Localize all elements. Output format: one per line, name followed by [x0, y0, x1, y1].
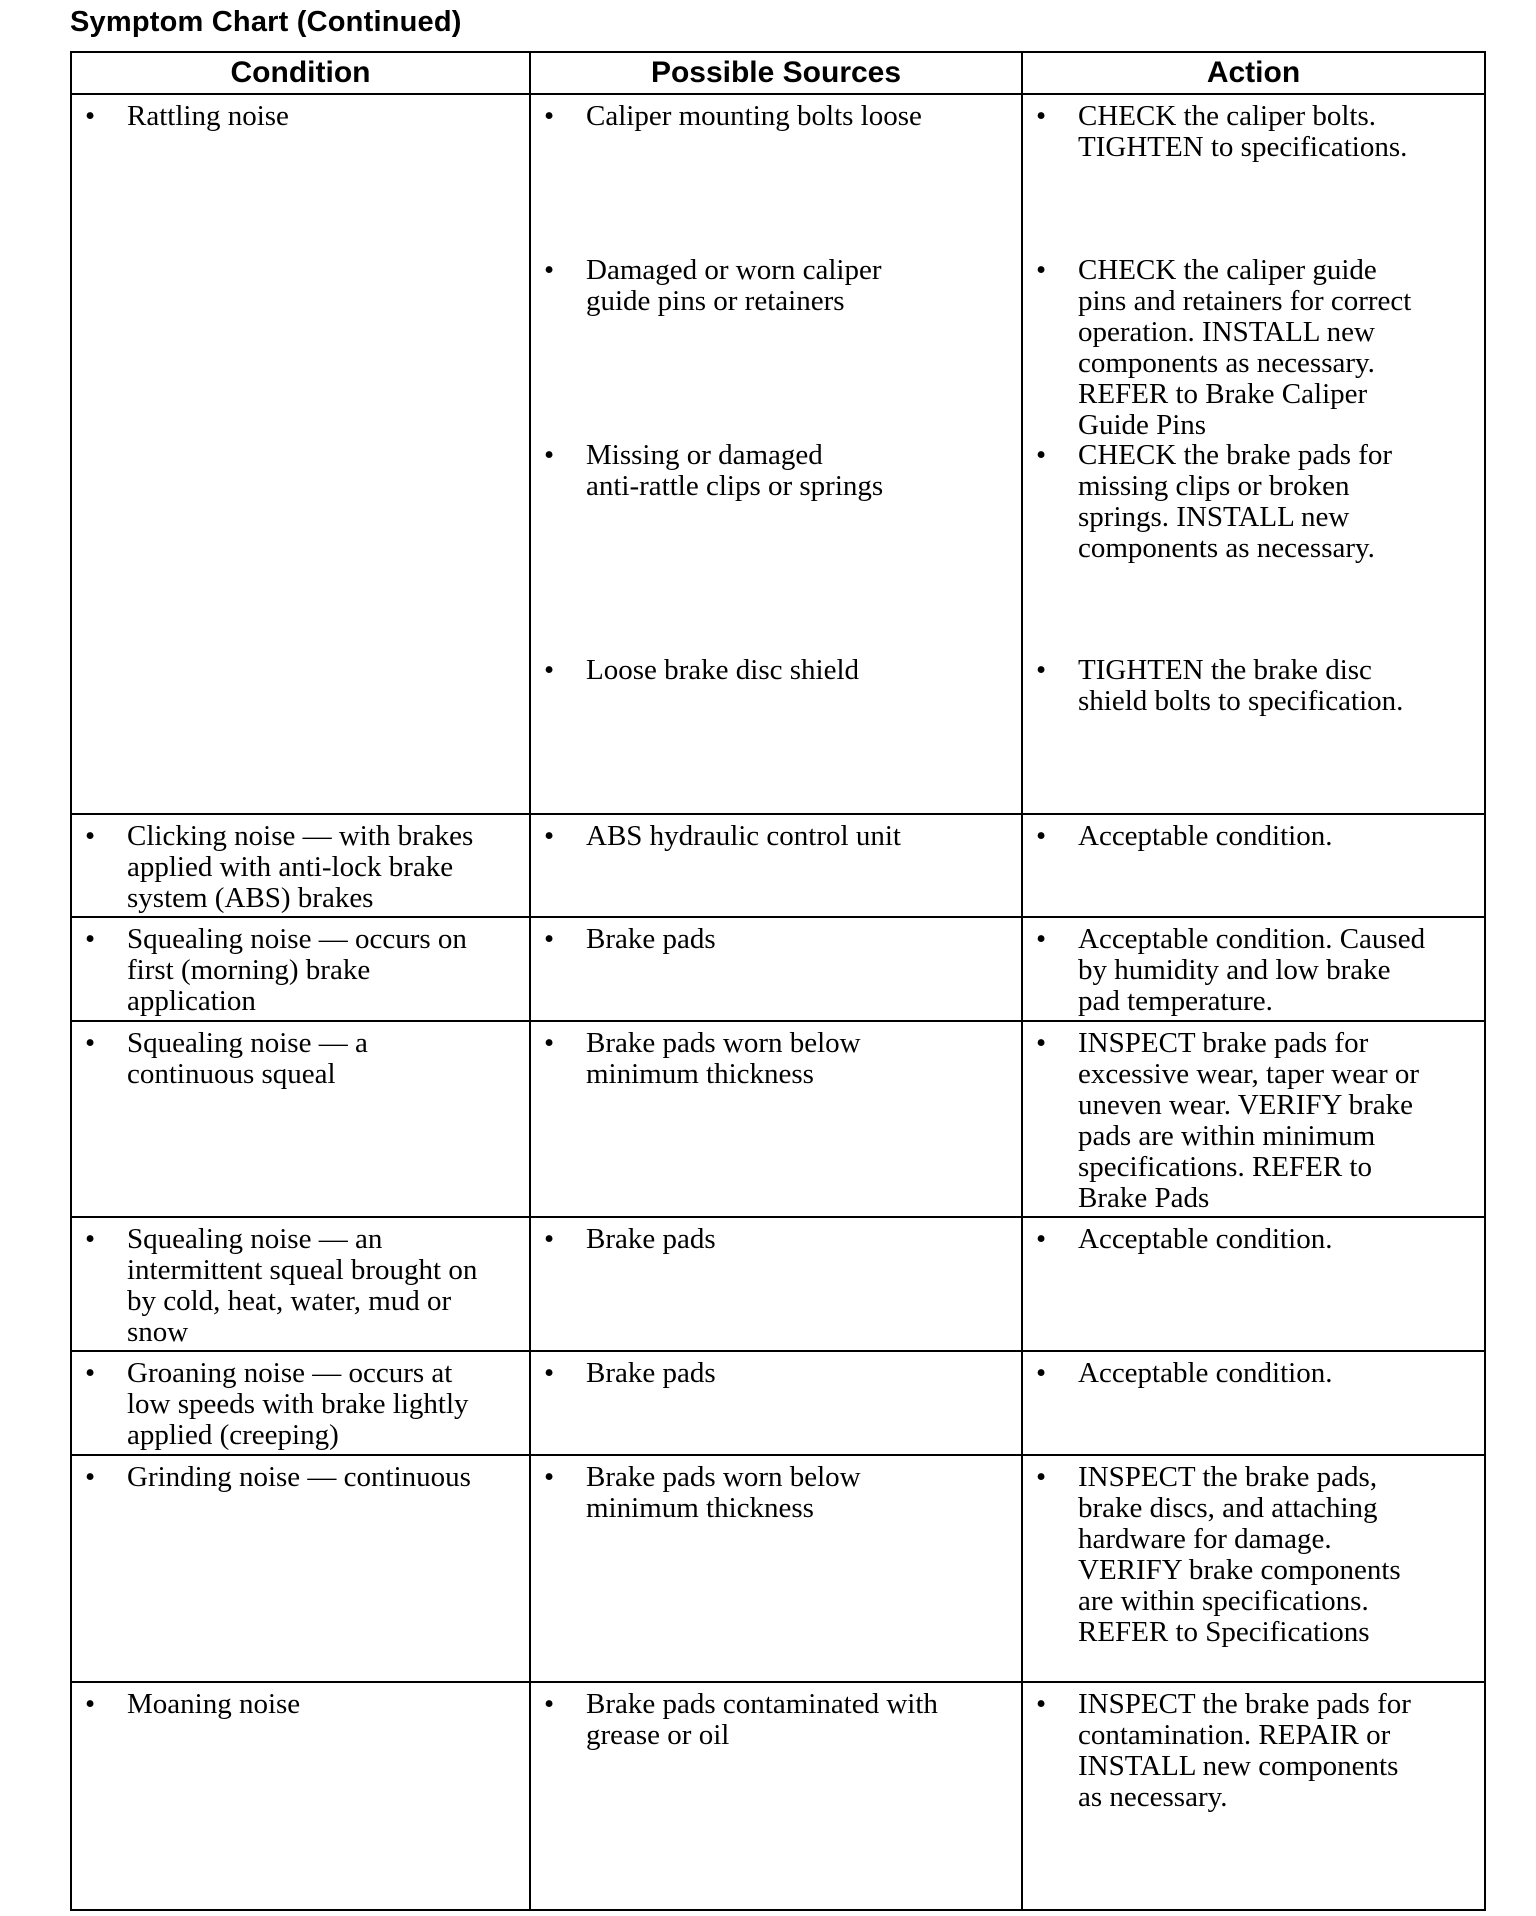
column-header-action: Action — [1022, 52, 1485, 94]
condition-cell — [71, 1021, 530, 1217]
condition-text: Clicking noise — with brakes applied with anti-lock brake system (ABS) brakes — [127, 820, 474, 914]
condition-entry — [72, 924, 529, 1017]
action-entry — [1023, 440, 1484, 564]
source-entry — [531, 1028, 1021, 1090]
table-row — [71, 94, 1485, 814]
bullet: • — [1036, 1461, 1047, 1493]
source-text: Caliper mounting bolts loose — [586, 100, 922, 132]
table-row — [71, 814, 1485, 917]
source-text: Missing or damaged anti-rattle clips or springs — [586, 439, 884, 502]
condition-text: Squealing noise — occurs on first (morning) brake application — [127, 923, 467, 1017]
table-row — [71, 917, 1485, 1021]
action-text: Acceptable condition. Caused by humidity and low brake pad temperature. — [1078, 923, 1426, 1017]
condition-entry — [72, 1224, 529, 1348]
bullet: • — [1036, 923, 1047, 955]
action-cell — [1022, 1351, 1485, 1455]
source-entry — [531, 1224, 1021, 1255]
bullet: • — [1036, 1357, 1047, 1389]
bullet: • — [544, 254, 555, 286]
action-text: INSPECT the brake pads, brake discs, and attaching hardware for damage. VERIFY brake components are within specifications. REFER to Specifications — [1078, 1461, 1401, 1648]
source-entry — [531, 255, 1021, 317]
bullet: • — [544, 923, 555, 955]
source-entry — [531, 924, 1021, 955]
possible-sources-cell — [530, 1217, 1022, 1351]
column-header-condition: Condition — [71, 52, 530, 94]
condition-entry — [72, 1358, 529, 1451]
action-cell — [1022, 917, 1485, 1021]
action-cell — [1022, 94, 1485, 814]
source-text: Brake pads worn below minimum thickness — [586, 1027, 861, 1090]
condition-cell — [71, 917, 530, 1021]
possible-sources-cell — [530, 1682, 1022, 1910]
page-title: Symptom Chart (Continued) — [70, 6, 462, 38]
possible-sources-cell — [530, 814, 1022, 917]
source-entry — [531, 655, 1021, 686]
bullet: • — [85, 923, 96, 955]
action-entry — [1023, 101, 1484, 163]
bullet: • — [544, 1027, 555, 1059]
action-cell — [1022, 1217, 1485, 1351]
bullet: • — [85, 1223, 96, 1255]
column-header-possible-sources: Possible Sources — [530, 52, 1022, 94]
bullet: • — [1036, 100, 1047, 132]
action-text: INSPECT brake pads for excessive wear, taper wear or uneven wear. VERIFY brake pads are within minimum specifications. REFER to Brake Pads — [1078, 1027, 1420, 1214]
action-text: CHECK the brake pads for missing clips or broken springs. INSTALL new components as necessary. — [1078, 439, 1393, 564]
condition-entry — [72, 1689, 529, 1720]
source-text: ABS hydraulic control unit — [586, 820, 901, 852]
bullet: • — [544, 1688, 555, 1720]
bullet: • — [544, 1357, 555, 1389]
table-header-row — [71, 52, 1485, 94]
bullet: • — [1036, 254, 1047, 286]
action-text: CHECK the caliper guide pins and retainers for correct operation. INSTALL new components as necessary. REFER to Brake Caliper Guide Pins — [1078, 254, 1412, 441]
bullet: • — [85, 1027, 96, 1059]
bullet: • — [544, 439, 555, 471]
bullet: • — [544, 1461, 555, 1493]
action-entry — [1023, 655, 1484, 717]
action-entry — [1023, 1224, 1484, 1255]
bullet: • — [1036, 820, 1047, 852]
condition-cell — [71, 94, 530, 814]
condition-text: Moaning noise — [127, 1688, 301, 1720]
source-text: Brake pads contaminated with grease or oil — [586, 1688, 938, 1751]
bullet: • — [85, 1461, 96, 1493]
condition-cell — [71, 1682, 530, 1910]
bullet: • — [85, 100, 96, 132]
bullet: • — [85, 1688, 96, 1720]
source-entry — [531, 821, 1021, 852]
source-text: Brake pads — [586, 1223, 716, 1255]
bullet: • — [1036, 1027, 1047, 1059]
action-entry — [1023, 1358, 1484, 1389]
action-cell — [1022, 814, 1485, 917]
possible-sources-cell — [530, 917, 1022, 1021]
condition-text: Groaning noise — occurs at low speeds with brake lightly applied (creeping) — [127, 1357, 469, 1451]
bullet: • — [544, 820, 555, 852]
bullet: • — [85, 820, 96, 852]
action-entry — [1023, 1462, 1484, 1648]
bullet: • — [1036, 1223, 1047, 1255]
table-row — [71, 1021, 1485, 1217]
source-entry — [531, 1462, 1021, 1524]
action-text: Acceptable condition. — [1078, 1223, 1333, 1255]
condition-cell — [71, 1455, 530, 1682]
source-entry — [531, 440, 1021, 502]
possible-sources-cell — [530, 1351, 1022, 1455]
condition-entry — [72, 821, 529, 914]
action-cell — [1022, 1682, 1485, 1910]
action-entry — [1023, 924, 1484, 1017]
source-text: Brake pads worn below minimum thickness — [586, 1461, 861, 1524]
condition-text: Rattling noise — [127, 100, 289, 132]
action-text: CHECK the caliper bolts. TIGHTEN to specifications. — [1078, 100, 1408, 163]
condition-text: Squealing noise — an intermittent squeal brought on by cold, heat, water, mud or snow — [127, 1223, 478, 1348]
source-text: Brake pads — [586, 1357, 716, 1389]
table-row — [71, 1217, 1485, 1351]
action-entry — [1023, 1028, 1484, 1214]
condition-cell — [71, 814, 530, 917]
condition-cell — [71, 1217, 530, 1351]
possible-sources-cell — [530, 94, 1022, 814]
condition-cell — [71, 1351, 530, 1455]
table-row — [71, 1455, 1485, 1682]
condition-entry — [72, 101, 529, 132]
bullet: • — [544, 1223, 555, 1255]
bullet: • — [1036, 439, 1047, 471]
possible-sources-cell — [530, 1021, 1022, 1217]
condition-entry — [72, 1462, 529, 1493]
source-entry — [531, 1358, 1021, 1389]
bullet: • — [85, 1357, 96, 1389]
possible-sources-cell — [530, 1455, 1022, 1682]
bullet: • — [1036, 654, 1047, 686]
condition-entry — [72, 1028, 529, 1090]
action-text: INSPECT the brake pads for contamination. REPAIR or INSTALL new components as necessary. — [1078, 1688, 1411, 1813]
action-entry — [1023, 821, 1484, 852]
source-entry — [531, 1689, 1021, 1751]
source-entry — [531, 101, 1021, 132]
bullet: • — [544, 100, 555, 132]
table-row — [71, 1351, 1485, 1455]
source-text: Brake pads — [586, 923, 716, 955]
source-text: Loose brake disc shield — [586, 654, 860, 686]
source-text: Damaged or worn caliper guide pins or retainers — [586, 254, 882, 317]
action-text: Acceptable condition. — [1078, 1357, 1333, 1389]
bullet: • — [544, 654, 555, 686]
action-text: TIGHTEN the brake disc shield bolts to specification. — [1078, 654, 1404, 717]
action-cell — [1022, 1455, 1485, 1682]
condition-text: Grinding noise — continuous — [127, 1461, 471, 1493]
bullet: • — [1036, 1688, 1047, 1720]
action-text: Acceptable condition. — [1078, 820, 1333, 852]
condition-text: Squealing noise — a continuous squeal — [127, 1027, 368, 1090]
table-row — [71, 1682, 1485, 1910]
action-entry — [1023, 1689, 1484, 1813]
action-cell — [1022, 1021, 1485, 1217]
action-entry — [1023, 255, 1484, 441]
symptom-chart-table — [70, 51, 1486, 1911]
